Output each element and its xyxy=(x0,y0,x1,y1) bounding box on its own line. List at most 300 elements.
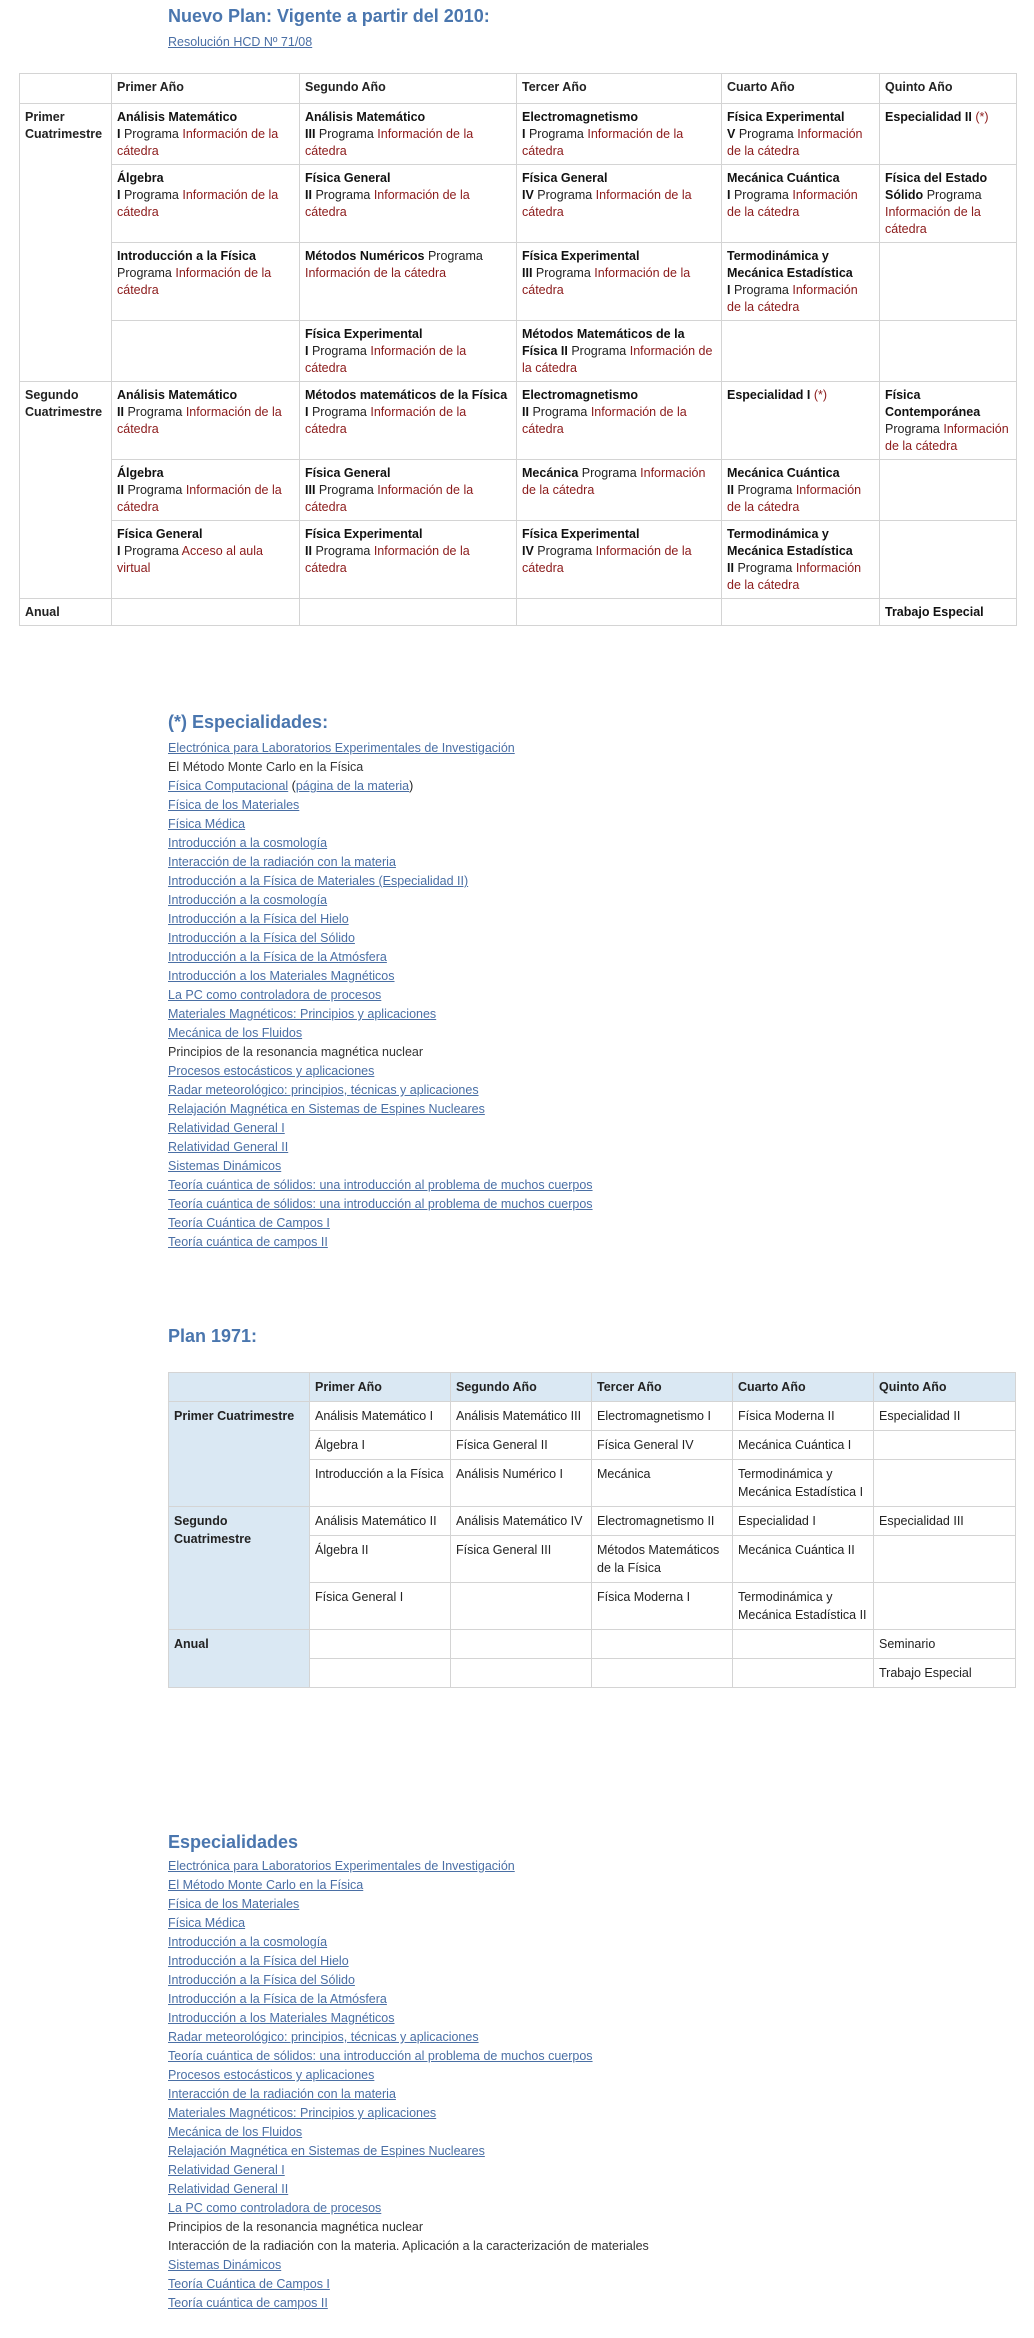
table-header-row xyxy=(20,74,1017,104)
course-name: Física Experimental xyxy=(522,249,640,263)
list-item xyxy=(168,758,1008,777)
list-item xyxy=(168,1024,1008,1043)
especialidad-link[interactable]: Relatividad General II xyxy=(168,1140,289,1154)
course-cell: Electromagnetismo I xyxy=(592,1402,733,1431)
list-item xyxy=(168,948,1008,967)
table-row xyxy=(20,165,1017,243)
list-item xyxy=(168,2294,1008,2313)
course-cell: Seminario xyxy=(874,1630,1016,1659)
course-cell: Física General II xyxy=(451,1431,592,1460)
header-cell: Primer Año xyxy=(310,1373,451,1402)
info-catedra-link[interactable]: Información de la cátedra xyxy=(727,483,862,514)
table-row xyxy=(20,460,1017,521)
header-cell xyxy=(20,74,112,104)
course-cell: Física General III xyxy=(451,1536,592,1583)
programa-link[interactable]: Programa xyxy=(926,188,982,202)
especialidad-link[interactable]: Procesos estocásticos y aplicaciones xyxy=(168,2068,375,2082)
empty-cell xyxy=(733,1630,874,1659)
especialidad-link[interactable]: Relajación Magnética en Sistemas de Espines Nucleares xyxy=(168,1102,485,1116)
empty-cell xyxy=(112,599,300,626)
header-cell: Tercer Año xyxy=(592,1373,733,1402)
course-cell xyxy=(722,382,880,460)
especialidad-link[interactable]: Teoría Cuántica de Campos I xyxy=(168,2277,330,2291)
empty-cell xyxy=(722,599,880,626)
especialidad-link[interactable]: Relatividad General I xyxy=(168,2163,285,2177)
course-cell xyxy=(112,521,300,599)
especialidad-link[interactable]: Sistemas Dinámicos xyxy=(168,2258,282,2272)
course-cell: Introducción a la Física xyxy=(310,1460,451,1507)
course-cell xyxy=(722,104,880,165)
list-item xyxy=(168,2180,1008,2199)
row-label: Segundo Cuatrimestre xyxy=(169,1507,310,1630)
list-item xyxy=(168,1214,1008,1233)
list-item xyxy=(168,2104,1008,2123)
list-item xyxy=(168,872,1008,891)
info-catedra-link[interactable]: Información de la cátedra xyxy=(522,344,713,375)
list-item xyxy=(168,2161,1008,2180)
list-item xyxy=(168,1005,1008,1024)
programa-link[interactable]: Programa xyxy=(123,127,179,141)
table-row xyxy=(20,104,1017,165)
empty-cell xyxy=(451,1583,592,1630)
punctuation: ( xyxy=(288,779,296,793)
course-cell xyxy=(112,382,300,460)
course-cell xyxy=(880,165,1017,243)
table-row xyxy=(169,1402,1016,1431)
course-cell xyxy=(880,104,1017,165)
empty-cell xyxy=(451,1630,592,1659)
list-item xyxy=(168,1857,1008,1876)
course-name: Termodinámica y Mecánica Estadística xyxy=(727,249,853,280)
programa-link[interactable]: Programa xyxy=(315,188,371,202)
programa-link[interactable]: Programa xyxy=(532,405,588,419)
especialidad-link[interactable]: Interacción de la radiación con la materia xyxy=(168,855,396,869)
empty-cell xyxy=(300,599,517,626)
especialidad-link[interactable]: Electrónica para Laboratorios Experimentales de Investigación xyxy=(168,1859,515,1873)
course-cell: Especialidad II xyxy=(874,1402,1016,1431)
header-cell: Tercer Año xyxy=(517,74,722,104)
list-item xyxy=(168,2142,1008,2161)
info-catedra-link[interactable]: Información de la cátedra xyxy=(522,266,691,297)
course-cell xyxy=(112,165,300,243)
course-number: IV xyxy=(522,188,534,202)
programa-link[interactable]: Programa xyxy=(738,127,794,141)
course-cell xyxy=(880,382,1017,460)
programa-link[interactable]: Programa xyxy=(127,483,183,497)
list-item xyxy=(168,2047,1008,2066)
info-catedra-link[interactable]: Información de la cátedra xyxy=(305,483,474,514)
list-item xyxy=(168,891,1008,910)
especialidad-text: Principios de la resonancia magnética nuclear xyxy=(168,1045,424,1059)
list-item xyxy=(168,2028,1008,2047)
list-item xyxy=(168,1933,1008,1952)
programa-link[interactable]: Programa xyxy=(581,466,637,480)
table-row xyxy=(20,243,1017,321)
course-cell: Especialidad III xyxy=(874,1507,1016,1536)
plan-2010-table xyxy=(19,73,1017,626)
course-name: Métodos Matemáticos de la Física II xyxy=(522,327,685,358)
course-cell: Análisis Matemático III xyxy=(451,1402,592,1431)
especialidad-link[interactable]: La PC como controladora de procesos xyxy=(168,2201,382,2215)
course-cell: Mecánica xyxy=(592,1460,733,1507)
table-row xyxy=(20,321,1017,382)
especialidades-1971-section xyxy=(168,1832,1008,2313)
list-item xyxy=(168,1043,1008,1062)
course-cell: Trabajo Especial xyxy=(874,1659,1016,1688)
list-item xyxy=(168,2123,1008,2142)
list-item xyxy=(168,739,1008,758)
empty-cell xyxy=(880,460,1017,521)
programa-link[interactable]: Programa xyxy=(571,344,627,358)
especialidad-link[interactable]: Introducción a los Materiales Magnéticos xyxy=(168,2011,395,2025)
empty-cell xyxy=(874,1536,1016,1583)
programa-link[interactable]: Programa xyxy=(127,405,183,419)
info-catedra-link[interactable]: Información de la cátedra xyxy=(522,127,684,158)
especialidad-link[interactable]: Introducción a la cosmología xyxy=(168,1935,328,1949)
list-item xyxy=(168,1914,1008,1933)
course-name: Electromagnetismo xyxy=(522,388,639,402)
especialidad-link[interactable]: Interacción de la radiación con la materia xyxy=(168,2087,396,2101)
especialidad-link[interactable]: Relatividad General I xyxy=(168,1121,285,1135)
especialidad-link[interactable]: Física de los Materiales xyxy=(168,798,300,812)
table-header-row xyxy=(169,1373,1016,1402)
empty-cell xyxy=(592,1659,733,1688)
list-item xyxy=(168,1062,1008,1081)
list-item xyxy=(168,2009,1008,2028)
course-number: III xyxy=(305,127,316,141)
course-number: II xyxy=(522,405,529,419)
list-item xyxy=(168,1176,1008,1195)
programa-link[interactable]: Programa xyxy=(733,188,789,202)
empty-cell xyxy=(592,1630,733,1659)
course-number: II xyxy=(727,483,734,497)
empty-cell xyxy=(880,243,1017,321)
especialidad-link[interactable]: Introducción a la Física del Sólido xyxy=(168,931,355,945)
list-item xyxy=(168,777,1008,796)
pagina-materia-link[interactable]: página de la materia xyxy=(295,779,410,793)
especialidades-1971-title: Especialidades xyxy=(168,1832,299,1852)
especialidad-link[interactable]: La PC como controladora de procesos xyxy=(168,988,382,1002)
info-catedra-link[interactable]: Información de la cátedra xyxy=(727,188,858,219)
list-item xyxy=(168,853,1008,872)
course-cell xyxy=(300,243,517,321)
especialidad-link[interactable]: Electrónica para Laboratorios Experimentales de Investigación xyxy=(168,741,515,755)
empty-cell xyxy=(874,1583,1016,1630)
course-cell: Física Moderna I xyxy=(592,1583,733,1630)
programa-link[interactable]: Programa xyxy=(737,561,793,575)
course-number: I xyxy=(522,127,526,141)
course-name: Trabajo Especial xyxy=(885,605,984,619)
header-cell: Segundo Año xyxy=(451,1373,592,1402)
especialidad-link[interactable]: Mecánica de los Fluidos xyxy=(168,2125,303,2139)
course-name: Física General xyxy=(117,527,203,541)
row-label: Anual xyxy=(169,1630,310,1688)
table-row xyxy=(20,599,1017,626)
especialidad-link[interactable]: Teoría cuántica de campos II xyxy=(168,2296,328,2310)
course-cell xyxy=(722,460,880,521)
info-catedra-link[interactable]: Información de la cátedra xyxy=(305,127,474,158)
course-cell xyxy=(517,382,722,460)
course-name: Mecánica Cuántica xyxy=(727,171,840,185)
programa-link[interactable]: Programa xyxy=(737,483,793,497)
table-row xyxy=(169,1630,1016,1659)
course-cell xyxy=(300,165,517,243)
course-cell xyxy=(722,165,880,243)
info-catedra-link[interactable]: Información de la cátedra xyxy=(727,561,862,592)
info-catedra-link[interactable]: Información de la cátedra xyxy=(727,127,863,158)
list-item xyxy=(168,1119,1008,1138)
especialidad-text: El Método Monte Carlo en la Física xyxy=(168,760,364,774)
programa-link[interactable]: Programa xyxy=(885,422,940,436)
course-cell xyxy=(517,243,722,321)
empty-cell xyxy=(310,1659,451,1688)
punctuation: ) xyxy=(409,779,414,793)
especialidad-text: Interacción de la radiación con la materia. Aplicación a la caracterización de materiales xyxy=(168,2239,649,2253)
programa-link[interactable]: Programa xyxy=(733,283,789,297)
course-name: Física Contemporánea xyxy=(885,388,981,419)
course-name: Termodinámica y Mecánica Estadística xyxy=(727,527,853,558)
list-item xyxy=(168,1233,1008,1252)
especialidad-link[interactable]: Introducción a la Física de la Atmósfera xyxy=(168,1992,387,2006)
especialidades-title: (*) Especialidades: xyxy=(168,712,329,732)
course-cell: Análisis Matemático IV xyxy=(451,1507,592,1536)
course-cell xyxy=(880,599,1017,626)
table-row xyxy=(169,1507,1016,1536)
especialidad-link[interactable]: Física Computacional xyxy=(168,779,289,793)
course-name: Electromagnetismo xyxy=(522,110,639,124)
list-item xyxy=(168,2275,1008,2294)
empty-cell xyxy=(517,599,722,626)
especialidad-link[interactable]: Física Médica xyxy=(168,817,246,831)
especialidades-list xyxy=(168,739,1008,1252)
especialidad-link[interactable]: Introducción a la Física de Materiales (Especialidad II) xyxy=(168,874,469,888)
course-name: Física General xyxy=(305,466,391,480)
list-item xyxy=(168,1876,1008,1895)
table-row xyxy=(20,521,1017,599)
course-number: I xyxy=(727,283,731,297)
info-catedra-link[interactable]: Información de la cátedra xyxy=(117,483,282,514)
list-item xyxy=(168,2256,1008,2275)
programa-link[interactable]: Programa xyxy=(318,483,374,497)
course-cell xyxy=(112,104,300,165)
especialidad-link[interactable]: Introducción a los Materiales Magnéticos xyxy=(168,969,395,983)
course-name: Física del Estado Sólido xyxy=(885,171,988,202)
empty-cell xyxy=(874,1460,1016,1507)
programa-link[interactable]: Programa xyxy=(311,344,367,358)
especialidad-link[interactable]: Teoría cuántica de sólidos: una introducción al problema de muchos cuerpos xyxy=(168,1178,593,1192)
info-catedra-link[interactable]: Acceso al aula virtual xyxy=(117,544,263,575)
list-item xyxy=(168,2085,1008,2104)
especialidad-link[interactable]: Física de los Materiales xyxy=(168,1897,300,1911)
course-cell xyxy=(300,321,517,382)
course-number: II xyxy=(117,483,124,497)
course-number: II xyxy=(305,544,312,558)
course-name: Física General xyxy=(305,171,391,185)
info-catedra-link[interactable]: Información de la cátedra xyxy=(885,422,1009,453)
info-catedra-link[interactable]: Información de la cátedra xyxy=(117,405,282,436)
info-catedra-link[interactable]: Información de la cátedra xyxy=(117,266,272,297)
course-number: II xyxy=(117,405,124,419)
info-catedra-link[interactable]: Información de la cátedra xyxy=(117,127,279,158)
especialidad-mark: (*) xyxy=(975,110,989,124)
especialidad-link[interactable]: Procesos estocásticos y aplicaciones xyxy=(168,1064,375,1078)
course-number: IV xyxy=(522,544,534,558)
course-name: Métodos matemáticos de la Física I xyxy=(305,388,508,419)
especialidad-link[interactable]: El Método Monte Carlo en la Física xyxy=(168,1878,364,1892)
list-item xyxy=(168,796,1008,815)
list-item xyxy=(168,967,1008,986)
header-cell xyxy=(169,1373,310,1402)
course-name: Análisis Matemático xyxy=(305,110,426,124)
plan-2010-title: Nuevo Plan: Vigente a partir del 2010: xyxy=(168,6,490,26)
header-cell: Cuarto Año xyxy=(722,74,880,104)
especialidad-link[interactable]: Introducción a la Física del Hielo xyxy=(168,912,349,926)
course-name: Física General xyxy=(522,171,608,185)
header-cell: Quinto Año xyxy=(880,74,1017,104)
course-name: Mecánica Cuántica xyxy=(727,466,840,480)
course-cell: Álgebra II xyxy=(310,1536,451,1583)
info-catedra-link[interactable]: Información de la cátedra xyxy=(727,283,858,314)
info-catedra-link[interactable]: Información de la cátedra xyxy=(522,544,692,575)
info-catedra-link[interactable]: Información de la cátedra xyxy=(117,188,279,219)
info-catedra-link[interactable]: Información de la cátedra xyxy=(305,544,470,575)
programa-link[interactable]: Programa xyxy=(311,405,367,419)
course-cell xyxy=(300,521,517,599)
list-item xyxy=(168,1157,1008,1176)
table-row xyxy=(20,382,1017,460)
plan-1971-table xyxy=(168,1372,1016,1688)
list-item xyxy=(168,2237,1008,2256)
header-cell: Primer Año xyxy=(112,74,300,104)
info-catedra-link[interactable]: Información de la cátedra xyxy=(305,344,467,375)
course-cell xyxy=(112,460,300,521)
especialidad-link[interactable]: Radar meteorológico: principios, técnicas y aplicaciones xyxy=(168,1083,479,1097)
info-catedra-link[interactable]: Información de la cátedra xyxy=(522,188,692,219)
especialidad-link[interactable]: Física Médica xyxy=(168,1916,246,1930)
programa-link[interactable]: Programa xyxy=(315,544,371,558)
course-cell xyxy=(722,243,880,321)
course-name: Análisis Matemático xyxy=(117,110,238,124)
empty-cell xyxy=(874,1431,1016,1460)
programa-link[interactable]: Programa xyxy=(535,266,591,280)
course-cell xyxy=(517,321,722,382)
programa-link[interactable]: Programa xyxy=(528,127,584,141)
empty-cell xyxy=(112,321,300,382)
especialidad-link[interactable]: Teoría cuántica de sólidos: una introducción al problema de muchos cuerpos xyxy=(168,1197,593,1211)
info-catedra-link[interactable]: Información de la cátedra xyxy=(522,466,706,497)
empty-cell xyxy=(451,1659,592,1688)
list-item xyxy=(168,1990,1008,2009)
especialidad-link[interactable]: Introducción a la Física del Sólido xyxy=(168,1973,355,1987)
especialidad-link[interactable]: Introducción a la Física del Hielo xyxy=(168,1954,349,1968)
info-catedra-link[interactable]: Información de la cátedra xyxy=(522,405,687,436)
header-cell: Segundo Año xyxy=(300,74,517,104)
empty-cell xyxy=(880,521,1017,599)
course-number: II xyxy=(727,561,734,575)
especialidad-link[interactable]: Teoría Cuántica de Campos I xyxy=(168,1216,330,1230)
course-number: II xyxy=(305,188,312,202)
course-number: III xyxy=(522,266,533,280)
course-number: I xyxy=(727,188,731,202)
info-catedra-link[interactable]: Información de la cátedra xyxy=(305,405,467,436)
programa-link[interactable]: Programa xyxy=(123,544,179,558)
list-item xyxy=(168,910,1008,929)
especialidades-section xyxy=(168,712,1008,1252)
programa-link[interactable]: Programa xyxy=(117,266,172,280)
list-item xyxy=(168,1971,1008,1990)
especialidad-link[interactable]: Materiales Magnéticos: Principios y aplicaciones xyxy=(168,2106,437,2120)
course-name: Física Experimental xyxy=(727,110,845,124)
especialidad-link[interactable]: Introducción a la cosmología xyxy=(168,836,328,850)
info-catedra-link[interactable]: Información de la cátedra xyxy=(305,266,447,280)
course-cell: Termodinámica y Mecánica Estadística I xyxy=(733,1460,874,1507)
empty-cell xyxy=(310,1630,451,1659)
course-number: I xyxy=(117,127,121,141)
empty-cell xyxy=(733,1659,874,1688)
programa-link[interactable]: Programa xyxy=(427,249,483,263)
especialidad-link[interactable]: Sistemas Dinámicos xyxy=(168,1159,282,1173)
course-name: Introducción a la Física xyxy=(117,249,256,263)
list-item xyxy=(168,815,1008,834)
list-item xyxy=(168,929,1008,948)
especialidades-1971-list xyxy=(168,1857,1008,2313)
course-cell: Mecánica Cuántica I xyxy=(733,1431,874,1460)
course-number: III xyxy=(305,483,316,497)
course-cell: Especialidad I xyxy=(733,1507,874,1536)
empty-cell xyxy=(722,321,880,382)
especialidad-mark: (*) xyxy=(813,388,828,402)
course-name: Especialidad I xyxy=(727,388,811,402)
course-cell: Análisis Matemático I xyxy=(310,1402,451,1431)
especialidad-link[interactable]: Introducción a la cosmología xyxy=(168,893,328,907)
programa-link[interactable]: Programa xyxy=(123,188,179,202)
especialidad-link[interactable]: Teoría cuántica de sólidos: una introducción al problema de muchos cuerpos xyxy=(168,2049,593,2063)
list-item xyxy=(168,834,1008,853)
especialidad-link[interactable]: Materiales Magnéticos: Principios y aplicaciones xyxy=(168,1007,437,1021)
programa-link[interactable]: Programa xyxy=(537,544,593,558)
page-header xyxy=(168,6,1008,49)
resolution-link[interactable]: Resolución HCD Nº 71/08 xyxy=(168,35,313,49)
especialidad-link[interactable]: Radar meteorológico: principios, técnicas y aplicaciones xyxy=(168,2030,479,2044)
list-item xyxy=(168,2218,1008,2237)
row-label-primer-cuatrimestre: Primer Cuatrimestre xyxy=(20,104,112,382)
course-name: Física Experimental xyxy=(305,527,423,541)
info-catedra-link[interactable]: Información de la cátedra xyxy=(885,205,981,236)
header-cell: Cuarto Año xyxy=(733,1373,874,1402)
programa-link[interactable]: Programa xyxy=(537,188,593,202)
row-label-anual: Anual xyxy=(20,599,112,626)
list-item xyxy=(168,2199,1008,2218)
course-cell xyxy=(517,460,722,521)
especialidad-link[interactable]: Introducción a la Física de la Atmósfera xyxy=(168,950,387,964)
list-item xyxy=(168,986,1008,1005)
list-item xyxy=(168,1100,1008,1119)
especialidad-link[interactable]: Relajación Magnética en Sistemas de Espines Nucleares xyxy=(168,2144,485,2158)
info-catedra-link[interactable]: Información de la cátedra xyxy=(305,188,470,219)
course-name: Álgebra xyxy=(117,171,164,185)
course-cell xyxy=(517,165,722,243)
programa-link[interactable]: Programa xyxy=(318,127,374,141)
especialidad-link[interactable]: Teoría cuántica de campos II xyxy=(168,1235,328,1249)
list-item xyxy=(168,1081,1008,1100)
course-number: I xyxy=(117,188,121,202)
row-label: Primer Cuatrimestre xyxy=(169,1402,310,1507)
especialidad-link[interactable]: Mecánica de los Fluidos xyxy=(168,1026,303,1040)
list-item xyxy=(168,1138,1008,1157)
course-number: I xyxy=(305,344,309,358)
especialidad-link[interactable]: Relatividad General II xyxy=(168,2182,289,2196)
empty-cell xyxy=(880,321,1017,382)
